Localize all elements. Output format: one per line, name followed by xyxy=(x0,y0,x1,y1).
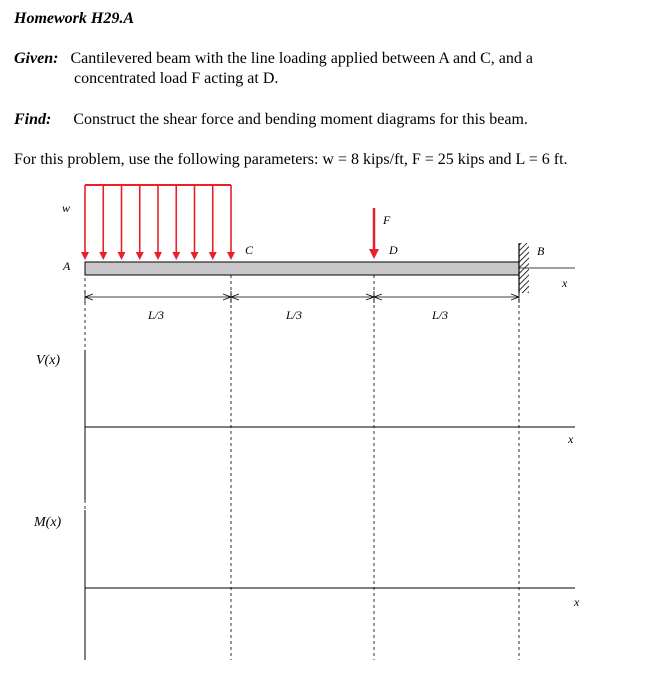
load-arrow-head xyxy=(118,252,126,260)
find-text: Construct the shear force and bending moment diagrams for this beam. xyxy=(73,111,528,128)
load-arrow-head xyxy=(81,252,89,260)
x-axis-label: x xyxy=(562,276,568,290)
load-arrow-head xyxy=(227,252,235,260)
force-f-label: F xyxy=(383,213,391,227)
shear-label: V(x) xyxy=(36,353,61,368)
point-c-label: C xyxy=(245,243,254,257)
load-arrow-head xyxy=(172,252,180,260)
find-label: Find: xyxy=(14,111,52,128)
beam xyxy=(85,262,519,275)
dimension-line xyxy=(85,291,519,303)
segment-label-2: L/3 xyxy=(286,308,303,322)
distributed-load xyxy=(81,185,235,260)
guide-lines xyxy=(85,275,519,660)
given-text-1: Cantilevered beam with the line loading applied between A and C, and a xyxy=(70,50,533,67)
point-a-label: A xyxy=(63,259,71,273)
load-w-label: w xyxy=(62,201,71,215)
moment-label: M(x) xyxy=(34,515,62,530)
given-line-2: concentrated load F acting at D. xyxy=(74,70,279,87)
load-arrow-head xyxy=(154,252,162,260)
load-arrow-head xyxy=(136,252,144,260)
shear-x-label: x xyxy=(568,432,574,446)
homework-title: Homework H29.A xyxy=(14,10,135,27)
given-label: Given: xyxy=(14,50,59,67)
point-b-label: B xyxy=(537,244,545,258)
point-d-label: D xyxy=(389,243,398,257)
segment-label-1: L/3 xyxy=(148,308,165,322)
load-arrow-head xyxy=(191,252,199,260)
load-arrow-head xyxy=(99,252,107,260)
parameters-line: For this problem, use the following parameters: w = 8 kips/ft, F = 25 kips and L = 6 ft. xyxy=(14,151,568,168)
segment-label-3: L/3 xyxy=(432,308,449,322)
load-arrow-head xyxy=(209,252,217,260)
moment-x-label: x xyxy=(574,595,580,609)
force-f-arrow-head xyxy=(369,249,379,259)
